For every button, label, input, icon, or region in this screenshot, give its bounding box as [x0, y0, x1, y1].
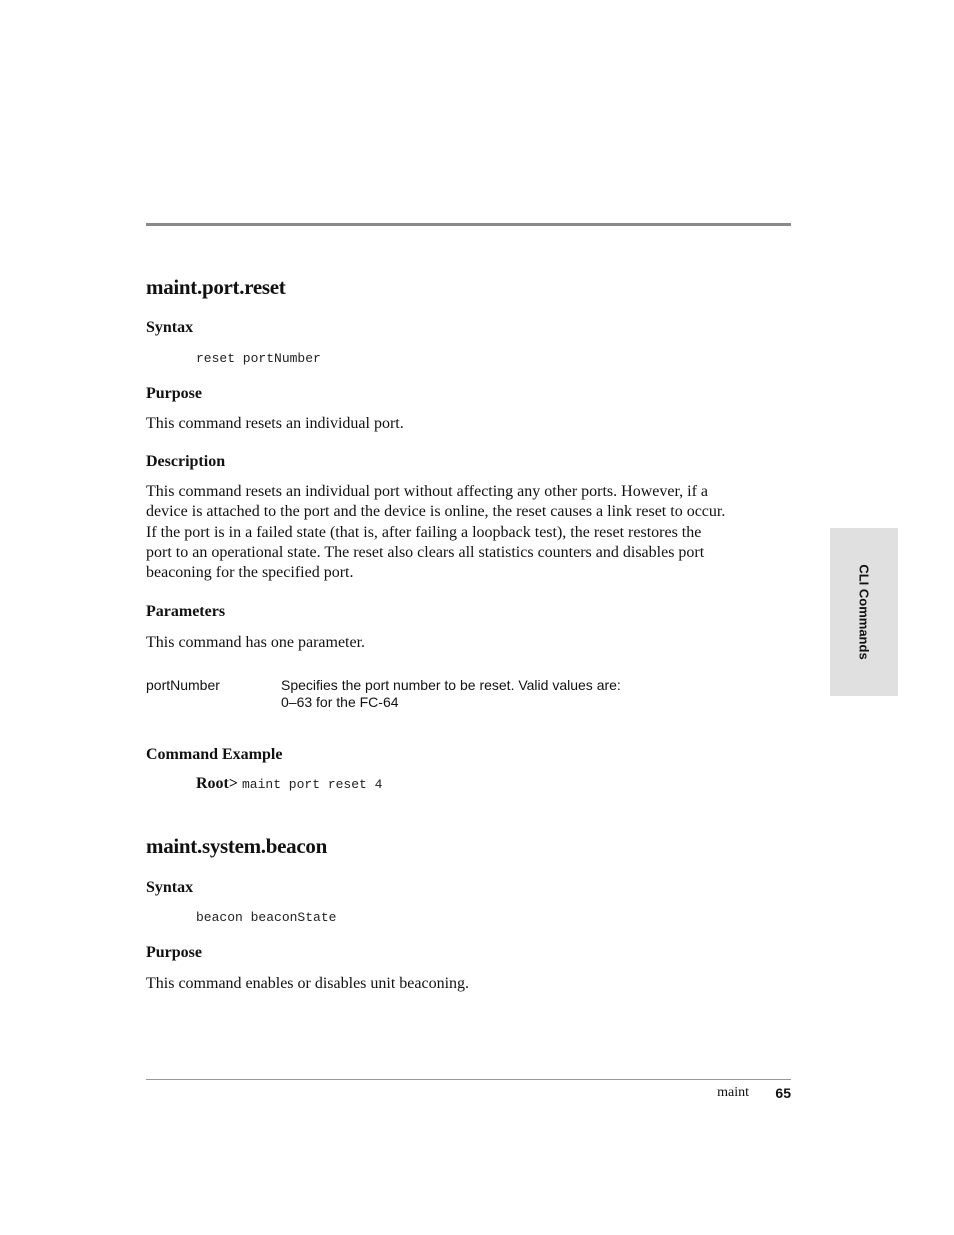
chapter-tab-label: CLI Commands	[856, 564, 872, 660]
param-description	[281, 677, 621, 711]
purpose-text: This command enables or disables unit beaconing.	[146, 975, 470, 992]
description-line: port to an operational state. The reset also clears all statistics counters and disables port	[146, 543, 705, 561]
section-title-system-beacon: maint.system.beacon	[146, 834, 327, 858]
syntax-code: reset portNumber	[196, 351, 321, 366]
purpose-heading: Purpose	[146, 385, 202, 402]
footer-rule	[146, 1079, 791, 1080]
description-paragraph	[146, 482, 771, 583]
example-command: maint port reset 4	[242, 777, 383, 792]
param-description-line: Specifies the port number to be reset. Valid values are:	[281, 677, 621, 693]
example-heading: Command Example	[146, 746, 283, 763]
syntax-heading: Syntax	[146, 879, 194, 896]
section-title-port-reset: maint.port.reset	[146, 275, 286, 299]
description-line: device is attached to the port and the device is online, the reset causes a link reset to occur.	[146, 503, 726, 521]
parameters-intro: This command has one parameter.	[146, 634, 366, 651]
description-line: This command resets an individual port without affecting any other ports. However, if a	[146, 483, 709, 500]
description-line: If the port is in a failed state (that is, after failing a loopback test), the reset restores the	[146, 523, 702, 541]
param-description-line: 0–63 for the FC-64	[281, 694, 399, 710]
syntax-code: beacon beaconState	[196, 910, 337, 925]
example-prompt: Root>	[196, 775, 238, 792]
description-line: beaconing for the specified port.	[146, 564, 354, 582]
command-example	[196, 775, 382, 793]
purpose-text: This command resets an individual port.	[146, 415, 404, 432]
chapter-side-tab	[830, 528, 898, 696]
footer-section-name: maint	[717, 1085, 749, 1100]
param-name: portNumber	[146, 677, 220, 693]
description-heading: Description	[146, 453, 226, 470]
top-rule	[146, 223, 791, 226]
syntax-heading: Syntax	[146, 319, 194, 336]
page-number: 65	[775, 1085, 791, 1101]
purpose-heading: Purpose	[146, 944, 202, 961]
parameters-heading: Parameters	[146, 603, 226, 620]
